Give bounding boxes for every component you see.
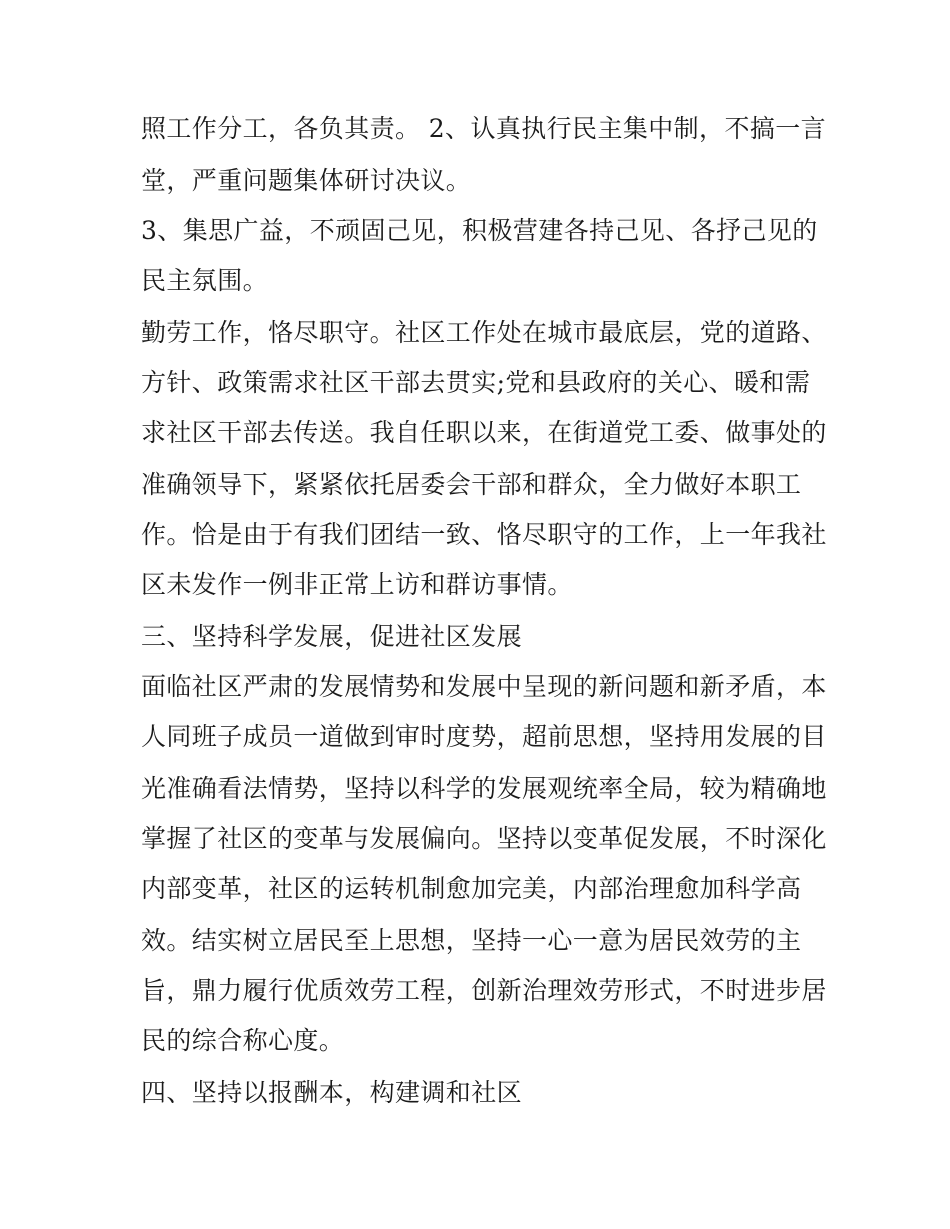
text-line: 民主氛围。 xyxy=(141,266,269,295)
text-line: 民的综合称心度。 xyxy=(141,1026,345,1055)
text-line: 准确领导下，紧紧依托居委会干部和群众，全力做好本职工 xyxy=(141,470,802,499)
text-line: 旨，鼎力履行优质效劳工程，创新治理效劳形式，不时进步居 xyxy=(141,976,827,1005)
section-heading: 三、坚持科学发展，促进社区发展 xyxy=(141,622,523,651)
text-line: 内部变革，社区的运转机制愈加完美，内部治理愈加科学高 xyxy=(141,874,802,903)
text-line: 勤劳工作，恪尽职守。社区工作处在城市最底层，党的道路、 xyxy=(141,318,827,347)
text-line: 照工作分工，各负其责。 2、认真执行民主集中制，不搞一言 xyxy=(141,114,827,143)
text-line: 效。结实树立居民至上思想，坚持一心一意为居民效劳的主 xyxy=(141,926,802,955)
text-line: 人同班子成员一道做到审时度势，超前思想，坚持用发展的目 xyxy=(141,722,827,751)
section-heading: 四、坚持以报酬本，构建调和社区 xyxy=(141,1078,523,1107)
text-line: 区未发作一例非正常上访和群访事情。 xyxy=(141,570,573,599)
text-line: 光准确看法情势，坚持以科学的发展观统率全局，较为精确地 xyxy=(141,774,827,803)
text-line: 3、集思广益，不顽固己见，积极营建各持己见、各抒己见的 xyxy=(141,216,818,245)
text-line: 求社区干部去传送。我自任职以来，在街道党工委、做事处的 xyxy=(141,418,827,447)
text-line: 堂，严重问题集体研讨决议。 xyxy=(141,166,472,195)
text-line: 方针、政策需求社区干部去贯实;党和县政府的关心、暖和需 xyxy=(141,368,811,397)
text-line: 面临社区严肃的发展情势和发展中呈现的新问题和新矛盾，本 xyxy=(141,672,827,701)
text-line: 作。恰是由于有我们团结一致、恪尽职守的工作，上一年我社 xyxy=(141,520,827,549)
text-line: 掌握了社区的变革与发展偏向。坚持以变革促发展，不时深化 xyxy=(141,824,827,853)
